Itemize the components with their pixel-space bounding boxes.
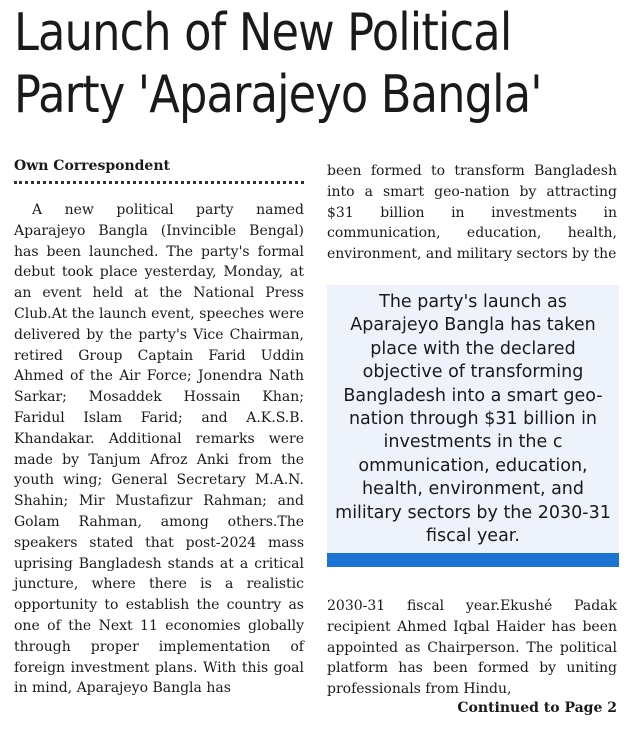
pull-quote-text: The party's launch as Aparajeyo Bangla has taken place with the declared objective of transforming Bangladesh into a smart geo-nation through $31 billion in investments in the c ommunication, education, health, environment, and military sectors by the 2030-31 fiscal year. — [335, 292, 611, 547]
byline: Own Correspondent — [14, 158, 170, 174]
right-column-bottom-text: 2030-31 fiscal year.Ekushé Padak recipient Ahmed Iqbal Haider has been appointed as Chairperson. The political platform has been formed by uniting professionals from Hindu, — [327, 598, 617, 698]
left-column — [14, 200, 304, 699]
headline-line-2: Party 'Aparajeyo Bangla' — [14, 65, 542, 125]
continued-link[interactable]: Continued to Page 2 — [457, 700, 617, 716]
pull-quote-accent-bar — [327, 553, 619, 567]
right-column-top — [327, 161, 617, 265]
headline-line-1: Launch of New Political — [14, 3, 512, 63]
byline-divider — [14, 181, 304, 184]
pull-quote-box — [327, 285, 619, 553]
right-column-top-text: been formed to transform Bangladesh into a smart geo-nation by attracting $31 billion in investments in communication, education, health, environment, and military sectors by the — [327, 163, 617, 263]
right-column-bottom — [327, 596, 617, 700]
left-column-text: A new political party named Aparajeyo Bangla (Invincible Bengal) has been launched. The party's formal debut took place yesterday, Monday, at an event held at the National Press Club.At the launch event, speeches were delivered by the party's Vice Chairman, retired Group Captain Farid Uddin Ahmed of the Air Force; Jonendra Nath Sarkar; Mosaddek Hossain Khan; Faridul Islam Farid; and A.K.S.B. Khandakar. Additional remarks were made by Tanjum Afroz Anki from the youth wing; General Secretary M.A.N. Shahin; Mir Mustafizur Rahman; and Golam Rahman, among others.The speakers stated that post-2024 mass uprising Bangladesh stands at a critical juncture, where there is a realistic opportunity to establish the country as one of the Next 11 economies globally through proper implementation of foreign investment plans. With this goal in mind, Aparajeyo Bangla has — [14, 202, 304, 697]
headline — [14, 2, 540, 126]
